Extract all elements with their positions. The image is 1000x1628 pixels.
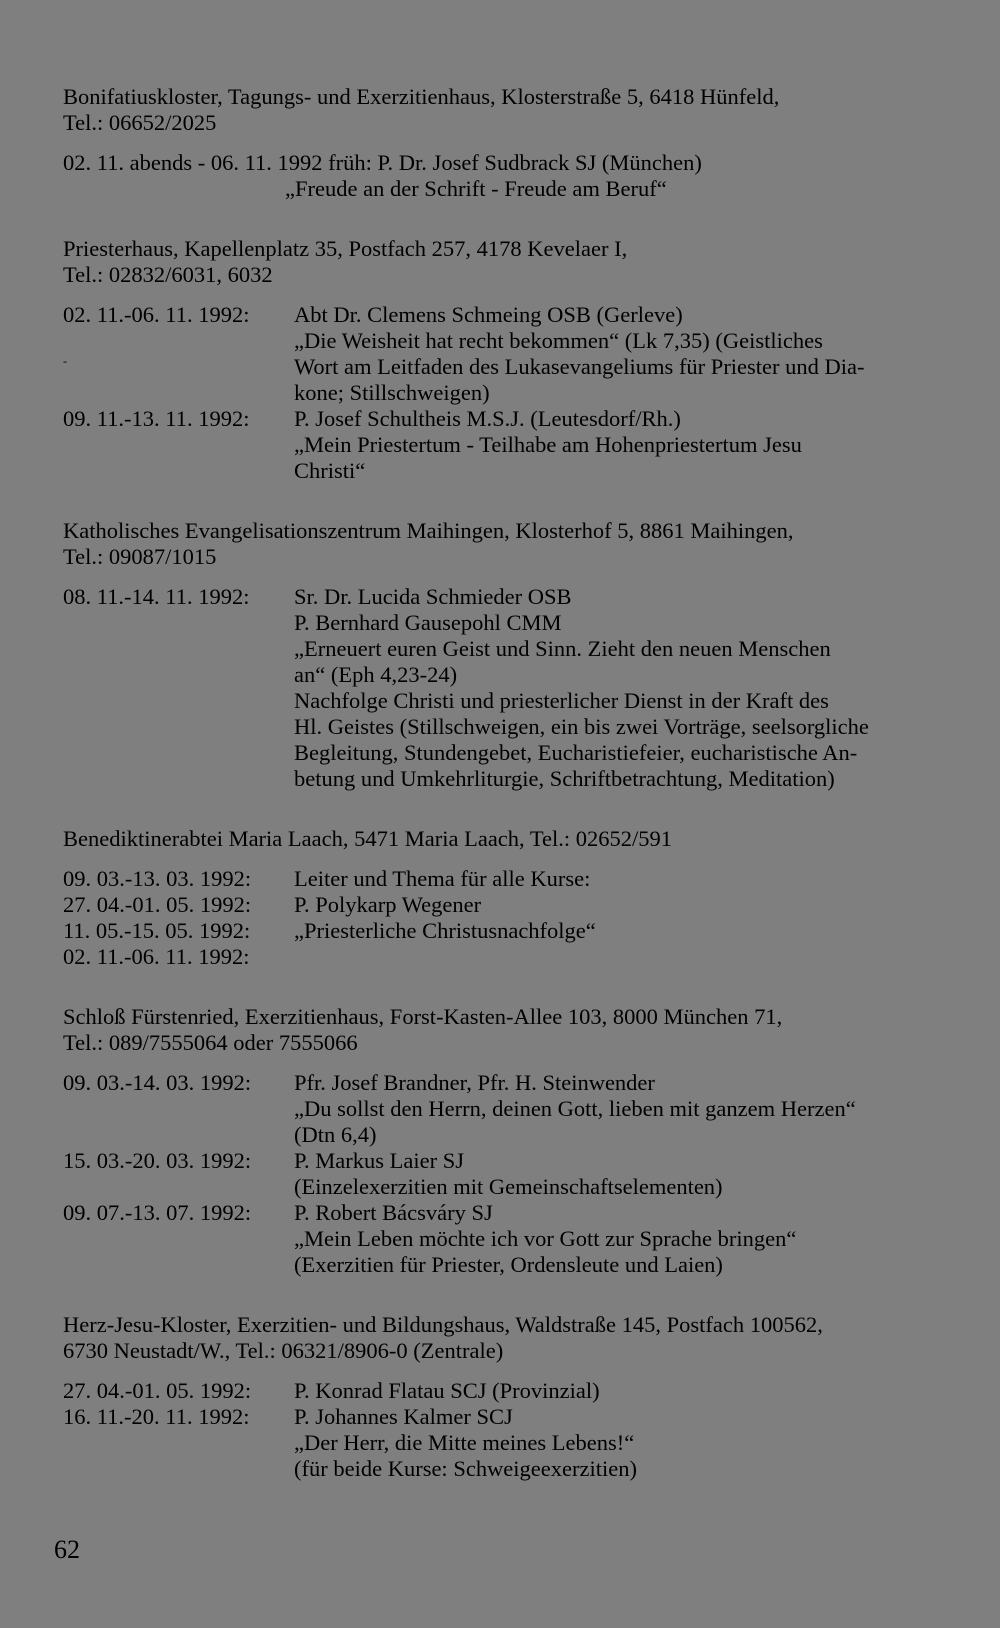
- course-line: (für beide Kurse: Schweigeexerzitien): [294, 1456, 637, 1481]
- venue-line: Bonifatiuskloster, Tagungs- und Exerzitienhaus, Klosterstraße 5, 6418 Hünfeld,: [63, 84, 780, 109]
- course-details: [294, 1148, 961, 1200]
- course-date: 02. 11.-06. 11. 1992:: [63, 944, 250, 969]
- venue-line: Tel.: 02832/6031, 6032: [63, 262, 273, 287]
- course-details: [294, 1404, 961, 1482]
- course-entry: [63, 1378, 961, 1404]
- course-line: „Priesterliche Christusnachfolge“: [294, 918, 596, 943]
- venue-herz-jesu-kloster: [63, 1312, 961, 1364]
- venue-line: Tel.: 06652/2025: [63, 110, 217, 135]
- course-line: „Du sollst den Herrn, deinen Gott, lieben mit ganzem Herzen“: [294, 1096, 856, 1121]
- course-date: 27. 04.-01. 05. 1992:: [63, 892, 252, 917]
- course-line: P. Robert Bácsváry SJ: [294, 1200, 493, 1225]
- venue-maria-laach: [63, 826, 961, 852]
- course-line: P. Polykarp Wegener: [294, 892, 482, 917]
- course-entry: [63, 406, 961, 484]
- venue-line: Benediktinerabtei Maria Laach, 5471 Maria Laach, Tel.: 02652/591: [63, 826, 673, 851]
- course-entry: [63, 892, 961, 918]
- course-list: [63, 584, 961, 792]
- course-line: betung und Umkehrliturgie, Schriftbetrachtung, Meditation): [294, 766, 835, 791]
- course-list: [63, 1070, 961, 1278]
- course-title: „Freude an der Schrift - Freude am Beruf“: [285, 176, 667, 201]
- course-list: [63, 302, 961, 484]
- course-entry: [63, 944, 961, 970]
- course-line: kone; Stillschweigen): [294, 380, 490, 405]
- course-entry: [63, 1148, 961, 1200]
- venue-schloss-fuerstenried: [63, 1004, 961, 1056]
- venue-line: 6730 Neustadt/W., Tel.: 06321/8906-0 (Zentrale): [63, 1338, 504, 1363]
- course-entry: [63, 302, 961, 406]
- course-line: [294, 944, 961, 970]
- venue-line: Tel.: 089/7555064 oder 7555066: [63, 1030, 358, 1055]
- course-date: 27. 04.-01. 05. 1992:: [63, 1378, 252, 1403]
- course-list: [63, 866, 961, 970]
- course-line: P. Konrad Flatau SCJ (Provinzial): [294, 1378, 600, 1403]
- course-line: „Mein Priestertum - Teilhabe am Hohenpriestertum Jesu: [294, 432, 802, 457]
- course-line: „Mein Leben möchte ich vor Gott zur Sprache bringen“: [294, 1226, 797, 1251]
- venue-line: Schloß Fürstenried, Exerzitienhaus, Forst-Kasten-Allee 103, 8000 München 71,: [63, 1004, 783, 1029]
- course-details: [294, 944, 961, 970]
- course-list: [63, 1378, 961, 1482]
- course-details: [294, 1070, 961, 1148]
- course-date: 02. 11.-06. 11. 1992:: [63, 302, 250, 327]
- course-details: [294, 1378, 961, 1404]
- course-line: P. Markus Laier SJ: [294, 1148, 464, 1173]
- course-entry: [63, 1070, 961, 1148]
- course-date-line: 02. 11. abends - 06. 11. 1992 früh: P. Dr. Josef Sudbrack SJ (München): [63, 150, 702, 175]
- course-line: Sr. Dr. Lucida Schmieder OSB: [294, 584, 572, 609]
- course-details: [294, 406, 961, 484]
- course-date: 09. 11.-13. 11. 1992:: [63, 406, 250, 431]
- venue-line: Herz-Jesu-Kloster, Exerzitien- und Bildungshaus, Waldstraße 145, Postfach 100562,: [63, 1312, 823, 1337]
- course-date: 09. 07.-13. 07. 1992:: [63, 1200, 252, 1225]
- course-entry: [63, 1200, 961, 1278]
- course-date: 09. 03.-13. 03. 1992:: [63, 866, 252, 891]
- course-line: Wort am Leitfaden des Lukasevangeliums für Priester und Dia-: [294, 354, 865, 379]
- page-content: [63, 84, 961, 1482]
- course-entry: [63, 918, 961, 944]
- course-date: 16. 11.-20. 11. 1992:: [63, 1404, 250, 1429]
- course-date: 15. 03.-20. 03. 1992:: [63, 1148, 252, 1173]
- course-entry: [63, 584, 961, 792]
- course-entry: [63, 1404, 961, 1482]
- course-line: „Die Weisheit hat recht bekommen“ (Lk 7,35) (Geistliches: [294, 328, 823, 353]
- course-line: P. Josef Schultheis M.S.J. (Leutesdorf/Rh.): [294, 406, 681, 431]
- page-number: 62: [54, 1535, 80, 1564]
- venue-line: Priesterhaus, Kapellenplatz 35, Postfach 257, 4178 Kevelaer I,: [63, 236, 628, 261]
- course-line: (Einzelexerzitien mit Gemeinschaftselementen): [294, 1174, 723, 1199]
- course-line: P. Bernhard Gausepohl CMM: [294, 610, 562, 635]
- venue-line: Katholisches Evangelisationszentrum Maihingen, Klosterhof 5, 8861 Maihingen,: [63, 518, 794, 543]
- course-line: „Erneuert euren Geist und Sinn. Zieht den neuen Menschen: [294, 636, 831, 661]
- course-line: (Dtn 6,4): [294, 1122, 377, 1147]
- course-line: Hl. Geistes (Stillschweigen, ein bis zwei Vorträge, seelsorgliche: [294, 714, 869, 739]
- course-line: Christi“: [294, 458, 366, 483]
- scan-speck: -: [63, 354, 67, 368]
- course-date: 08. 11.-14. 11. 1992:: [63, 584, 250, 609]
- course-line: Abt Dr. Clemens Schmeing OSB (Gerleve): [294, 302, 683, 327]
- course-details: [294, 1200, 961, 1278]
- course-details: [294, 866, 961, 892]
- course-line: (Exerzitien für Priester, Ordensleute und Laien): [294, 1252, 723, 1277]
- course-date: 09. 03.-14. 03. 1992:: [63, 1070, 252, 1095]
- venue-line: Tel.: 09087/1015: [63, 544, 217, 569]
- course-line: an“ (Eph 4,23-24): [294, 662, 458, 687]
- venue-maihingen: [63, 518, 961, 570]
- course-list: [63, 150, 961, 202]
- course-date: 11. 05.-15. 05. 1992:: [63, 918, 251, 943]
- course-details: [294, 892, 961, 918]
- course-line: P. Johannes Kalmer SCJ: [294, 1404, 513, 1429]
- venue-priesterhaus-kevelaer: [63, 236, 961, 288]
- course-line: Leiter und Thema für alle Kurse:: [294, 866, 591, 891]
- venue-bonifatiuskloster: [63, 84, 961, 136]
- course-line: Begleitung, Stundengebet, Eucharistiefeier, eucharistische An-: [294, 740, 858, 765]
- course-line: Pfr. Josef Brandner, Pfr. H. Steinwender: [294, 1070, 655, 1095]
- course-line: Nachfolge Christi und priesterlicher Dienst in der Kraft des: [294, 688, 829, 713]
- course-details: [294, 918, 961, 944]
- course-details: [294, 584, 961, 792]
- course-line: „Der Herr, die Mitte meines Lebens!“: [294, 1430, 635, 1455]
- course-entry: [63, 866, 961, 892]
- course-details: [294, 302, 961, 406]
